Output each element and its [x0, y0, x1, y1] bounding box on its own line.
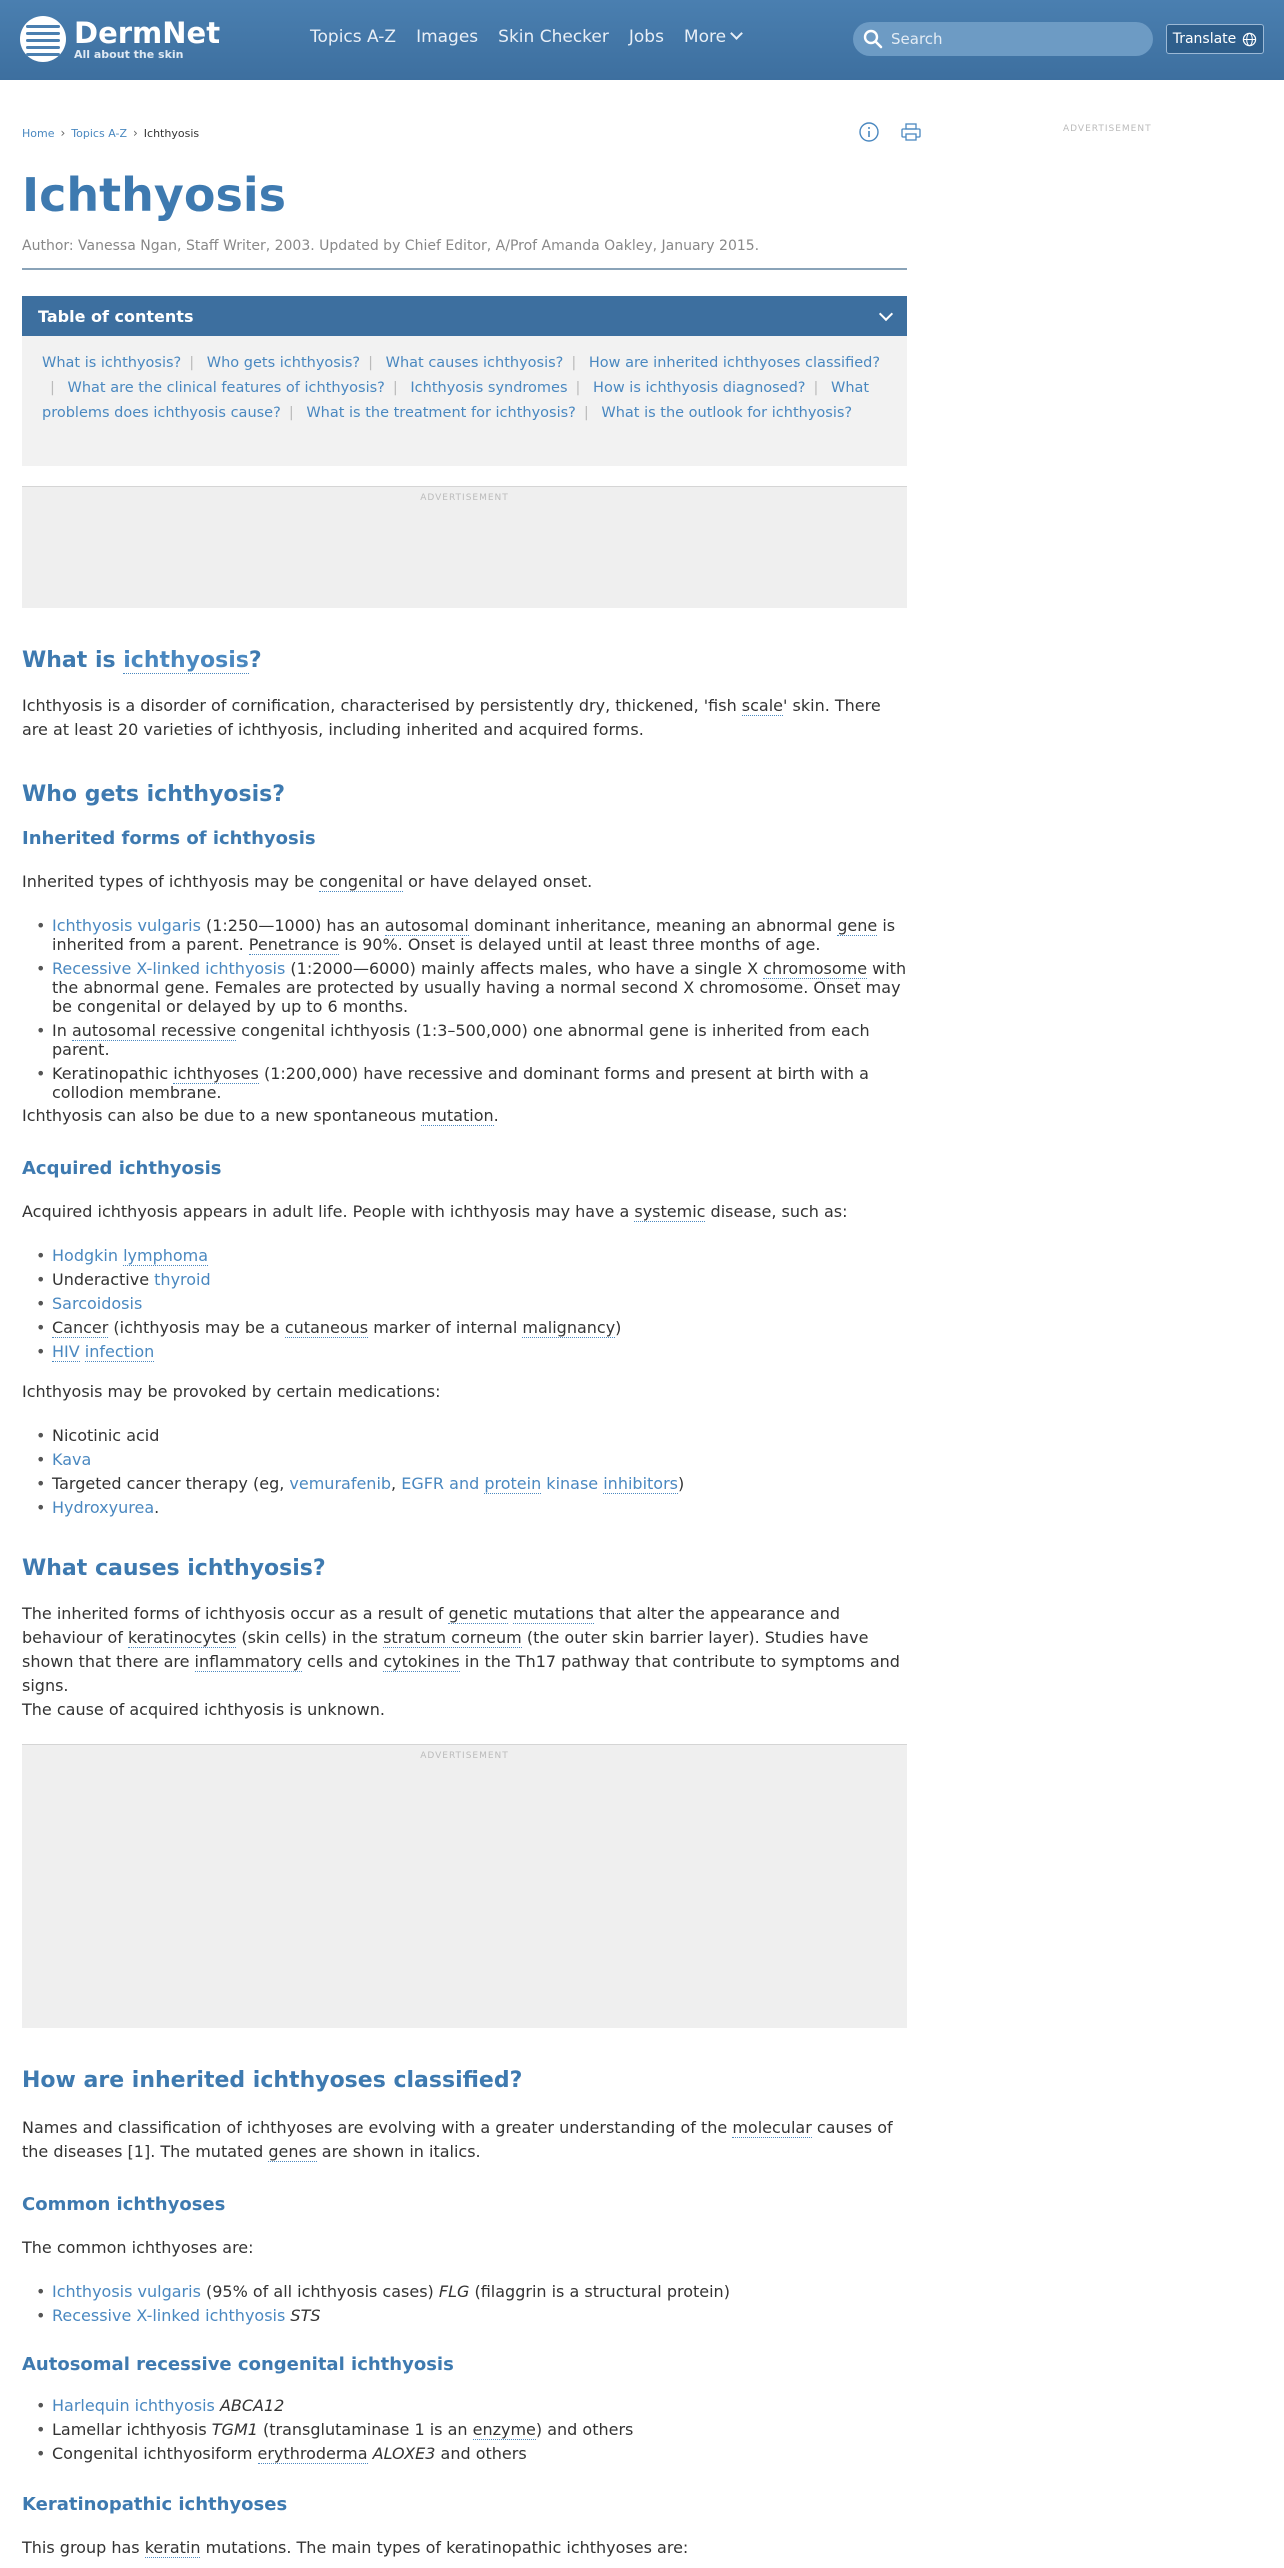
list-item: • Recessive X-linked ichthyosis STS — [22, 2306, 907, 2325]
toc-item[interactable]: Who gets ichthyosis? — [206, 355, 361, 371]
paragraph: The inherited forms of ichthyosis occur as a result of genetic mutations that alter the appearance and behaviour of keratinocytes (skin cells) in the stratum corneum (the outer skin barrier layer). Studies have shown that there are inflammatory cells and cytokines in the Th17 pathway that contribute to symptoms and signs. — [22, 1604, 900, 1695]
subheading-acquired: Acquired ichthyosis — [22, 1158, 222, 1179]
site-header — [0, 0, 1284, 80]
nav-images[interactable]: Images — [416, 27, 479, 47]
breadcrumb-home[interactable]: Home — [22, 126, 55, 140]
toc-item[interactable]: What is ichthyosis? — [42, 355, 182, 371]
toc-item[interactable]: What causes ichthyosis? — [385, 355, 564, 371]
list-item: • Harlequin ichthyosis ABCA12 — [22, 2396, 907, 2415]
medications-list — [22, 1426, 907, 1522]
search-icon[interactable] — [863, 29, 883, 49]
subheading-inherited: Inherited forms of ichthyosis — [22, 828, 316, 849]
list-item: • Sarcoidosis — [22, 1294, 907, 1313]
inherited-forms-list — [22, 916, 907, 1107]
translate-label: Translate — [1172, 31, 1237, 47]
main-nav — [310, 27, 741, 47]
section-heading-causes: What causes ichthyosis? — [22, 1556, 326, 1581]
list-item: • Underactive thyroid — [22, 1270, 907, 1289]
advertisement-box[interactable] — [22, 486, 907, 608]
common-ichthyoses-list — [22, 2282, 907, 2330]
paragraph: Ichthyosis may be provoked by certain medications: — [22, 1382, 441, 1401]
list-item: • Cancer (ichthyosis may be a cutaneous marker of internal malignancy) — [22, 1318, 907, 1337]
toc-item[interactable]: Ichthyosis syndromes — [410, 380, 568, 396]
toc-title: Table of contents — [38, 306, 194, 326]
list-item: • Ichthyosis vulgaris (1:250—1000) has an autosomal dominant inheritance, meaning an abnormal gene is inherited from a parent. Penetrance is 90%. Onset is delayed until at least three months of age. — [22, 916, 907, 954]
page-tools — [858, 121, 922, 143]
subheading-autosomal-recessive: Autosomal recessive congenital ichthyosis — [22, 2354, 454, 2375]
nav-more[interactable]: More — [684, 27, 741, 47]
section-heading-classified: How are inherited ichthyoses classified? — [22, 2068, 523, 2093]
subheading-common: Common ichthyoses — [22, 2194, 226, 2215]
logo-name: DermNet — [74, 15, 221, 50]
list-item: • Nicotinic acid — [22, 1426, 907, 1445]
toc-item[interactable]: How is ichthyosis diagnosed? — [593, 380, 806, 396]
chevron-right-icon: › — [132, 126, 138, 140]
section-heading-who-gets: Who gets ichthyosis? — [22, 782, 286, 807]
list-item: • Hodgkin lymphoma — [22, 1246, 907, 1265]
list-item: • In autosomal recessive congenital ichthyosis (1:3–500,000) one abnormal gene is inherited from each parent. — [22, 1021, 907, 1059]
nav-skin-checker[interactable]: Skin Checker — [498, 27, 609, 47]
logo-tagline: All about the skin — [74, 47, 184, 61]
translate-button[interactable] — [1166, 24, 1264, 54]
glossary-link[interactable]: ichthyosis — [123, 648, 249, 673]
glossary-link[interactable]: systemic — [634, 1202, 706, 1221]
glossary-link[interactable]: mutation — [421, 1106, 494, 1125]
acquired-causes-list — [22, 1246, 907, 1366]
glossary-link[interactable]: scale — [741, 696, 784, 715]
author-line: Author: Vanessa Ngan, Staff Writer, 2003. Updated by Chief Editor, A/Prof Amanda Oakley, January 2015. — [22, 238, 760, 254]
breadcrumb-current: Ichthyosis — [143, 126, 200, 140]
ad-label: ADVERTISEMENT — [420, 493, 509, 503]
sidebar-ad-label: ADVERTISEMENT — [1063, 124, 1152, 134]
chevron-right-icon: › — [60, 126, 66, 140]
search-bar[interactable] — [853, 22, 1153, 56]
list-item: • Congenital ichthyosiform erythroderma ALOXE3 and others — [22, 2444, 907, 2463]
paragraph: The cause of acquired ichthyosis is unknown. — [22, 1700, 385, 1719]
list-item: • Keratinopathic ichthyoses (1:200,000) have recessive and dominant forms and present at birth with a collodion membrane. — [22, 1064, 907, 1102]
list-item: • Hydroxyurea. — [22, 1498, 907, 1517]
paragraph: The common ichthyoses are: — [22, 2238, 254, 2257]
logo-mark-icon — [20, 16, 66, 62]
print-icon[interactable] — [900, 121, 922, 143]
list-item: • Recessive X-linked ichthyosis (1:2000—6000) mainly affects males, who have a single X chromosome with the abnormal gene. Females are protected by usually having a normal second X chromosome. Onset may be congenital or delayed by up to 6 months. — [22, 959, 907, 1016]
toc-list: What is ichthyosis? | Who gets ichthyosis? | What causes ichthyosis? | How are inherited ichthyoses classified?| What are the clinical features of ichthyosis? | Ichthyosis syndromes | How is ichthyosis diagnosed? | What problems does ichthyosis cause? | What is the treatment for ichthyosis? | What is the outlook for ichthyosis? — [22, 336, 907, 466]
list-item: • Targeted cancer therapy (eg, vemurafenib, EGFR and protein kinase inhibitors) — [22, 1474, 907, 1493]
chevron-down-icon[interactable] — [879, 307, 893, 321]
globe-icon — [1242, 32, 1257, 47]
list-item: • HIV infection — [22, 1342, 907, 1361]
paragraph: Acquired ichthyosis appears in adult life. People with ichthyosis may have a systemic disease, such as: — [22, 1202, 848, 1221]
toc-header[interactable] — [22, 296, 907, 336]
page-title: Ichthyosis — [22, 168, 286, 222]
paragraph: Inherited types of ichthyosis may be congenital or have delayed onset. — [22, 872, 593, 891]
info-icon[interactable] — [858, 121, 880, 143]
breadcrumb — [22, 126, 199, 140]
nav-jobs[interactable]: Jobs — [628, 27, 664, 47]
list-item: • Lamellar ichthyosis TGM1 (transglutaminase 1 is an enzyme) and others — [22, 2420, 907, 2439]
ad-label: ADVERTISEMENT — [420, 1751, 509, 1761]
toc-item[interactable]: What is the treatment for ichthyosis? — [306, 405, 576, 421]
dermnet-logo[interactable] — [20, 16, 220, 62]
section-heading-what-is: What is ichthyosis? — [22, 648, 262, 673]
toc-item[interactable]: What is the outlook for ichthyosis? — [601, 405, 853, 421]
paragraph: Ichthyosis is a disorder of cornification, characterised by persistently dry, thickened, 'fish scale' skin. There are at least 20 varieties of ichthyosis, including inherited and acquired forms. — [22, 696, 881, 739]
nav-topics-a-z[interactable]: Topics A-Z — [310, 27, 397, 47]
arci-list — [22, 2396, 907, 2468]
toc-item[interactable]: What problems does ichthyosis cause? — [42, 380, 870, 421]
breadcrumb-topics[interactable]: Topics A-Z — [71, 126, 127, 140]
advertisement-box[interactable] — [22, 1744, 907, 2028]
toc-item[interactable]: How are inherited ichthyoses classified? — [588, 355, 881, 371]
title-divider — [22, 268, 907, 270]
search-input[interactable] — [891, 30, 1141, 48]
paragraph: Ichthyosis can also be due to a new spontaneous mutation. — [22, 1106, 499, 1125]
paragraph: Names and classification of ichthyoses are evolving with a greater understanding of the molecular causes of the diseases [1]. The mutated genes are shown in italics. — [22, 2118, 893, 2161]
glossary-link[interactable]: congenital — [319, 872, 404, 891]
list-item: • Ichthyosis vulgaris (95% of all ichthyosis cases) FLG (filaggrin is a structural protein) — [22, 2282, 907, 2301]
list-item: • Kava — [22, 1450, 907, 1469]
paragraph: This group has keratin mutations. The main types of keratinopathic ichthyoses are: — [22, 2538, 689, 2557]
toc-item[interactable]: What are the clinical features of ichthyosis? — [67, 380, 385, 396]
subheading-keratinopathic: Keratinopathic ichthyoses — [22, 2494, 288, 2515]
